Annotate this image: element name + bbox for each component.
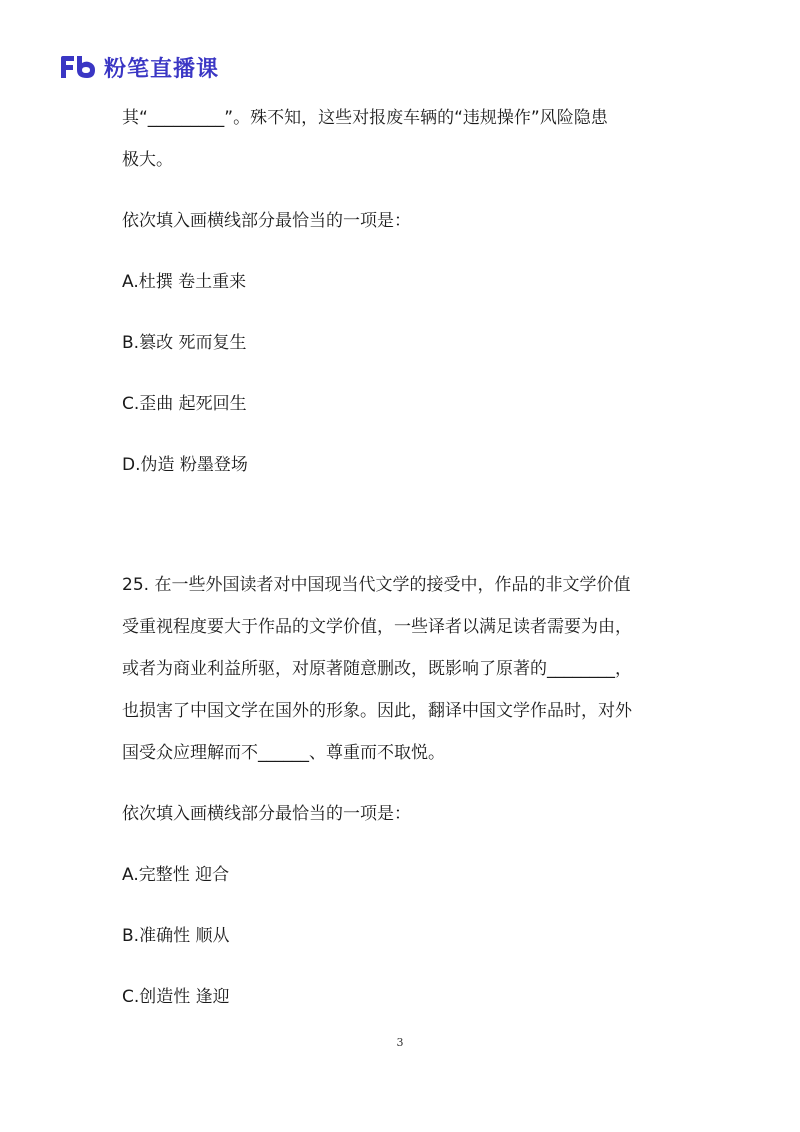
q25-option-a: A.完整性 迎合 (122, 865, 230, 885)
q25-stem-line: 受重视程度要大于作品的文学价值，一些译者以满足读者需要为由， (122, 617, 632, 637)
page-content (122, 103, 682, 1012)
page-header (58, 52, 219, 82)
q25-option-b: B.准确性 顺从 (122, 926, 230, 946)
q25-prompt: 依次填入画横线部分最恰当的一项是： (122, 804, 411, 824)
q24-stem-line: 其“_________”。殊不知，这些对报废车辆的“违规操作”风险隐患 (122, 108, 608, 128)
q24-stem-line: 极大。 (122, 150, 173, 170)
q24-option-d: D.伪造 粉墨登场 (122, 455, 248, 475)
q24-option-c: C.歪曲 起死回生 (122, 394, 247, 414)
q25-stem-line: 也损害了中国文学在国外的形象。因此，翻译中国文学作品时，对外 (122, 701, 632, 721)
brand-title: 粉笔直播课 (104, 56, 220, 82)
page-number: 3 (396, 1036, 404, 1049)
q25-stem-line: 25. 在一些外国读者对中国现当代文学的接受中，作品的非文学价值 (122, 575, 631, 595)
q25-option-c: C.创造性 逢迎 (122, 987, 230, 1007)
q25-stem-line: 或者为商业利益所驱，对原著随意删改，既影响了原著的________， (122, 659, 632, 679)
q25-stem-line: 国受众应理解而不______、尊重而不取悦。 (122, 743, 445, 763)
q24-option-a: A.杜撰 卷土重来 (122, 272, 247, 292)
q24-prompt: 依次填入画横线部分最恰当的一项是： (122, 211, 411, 231)
fenbi-logo-icon (58, 54, 98, 80)
q24-option-b: B.篡改 死而复生 (122, 333, 247, 353)
